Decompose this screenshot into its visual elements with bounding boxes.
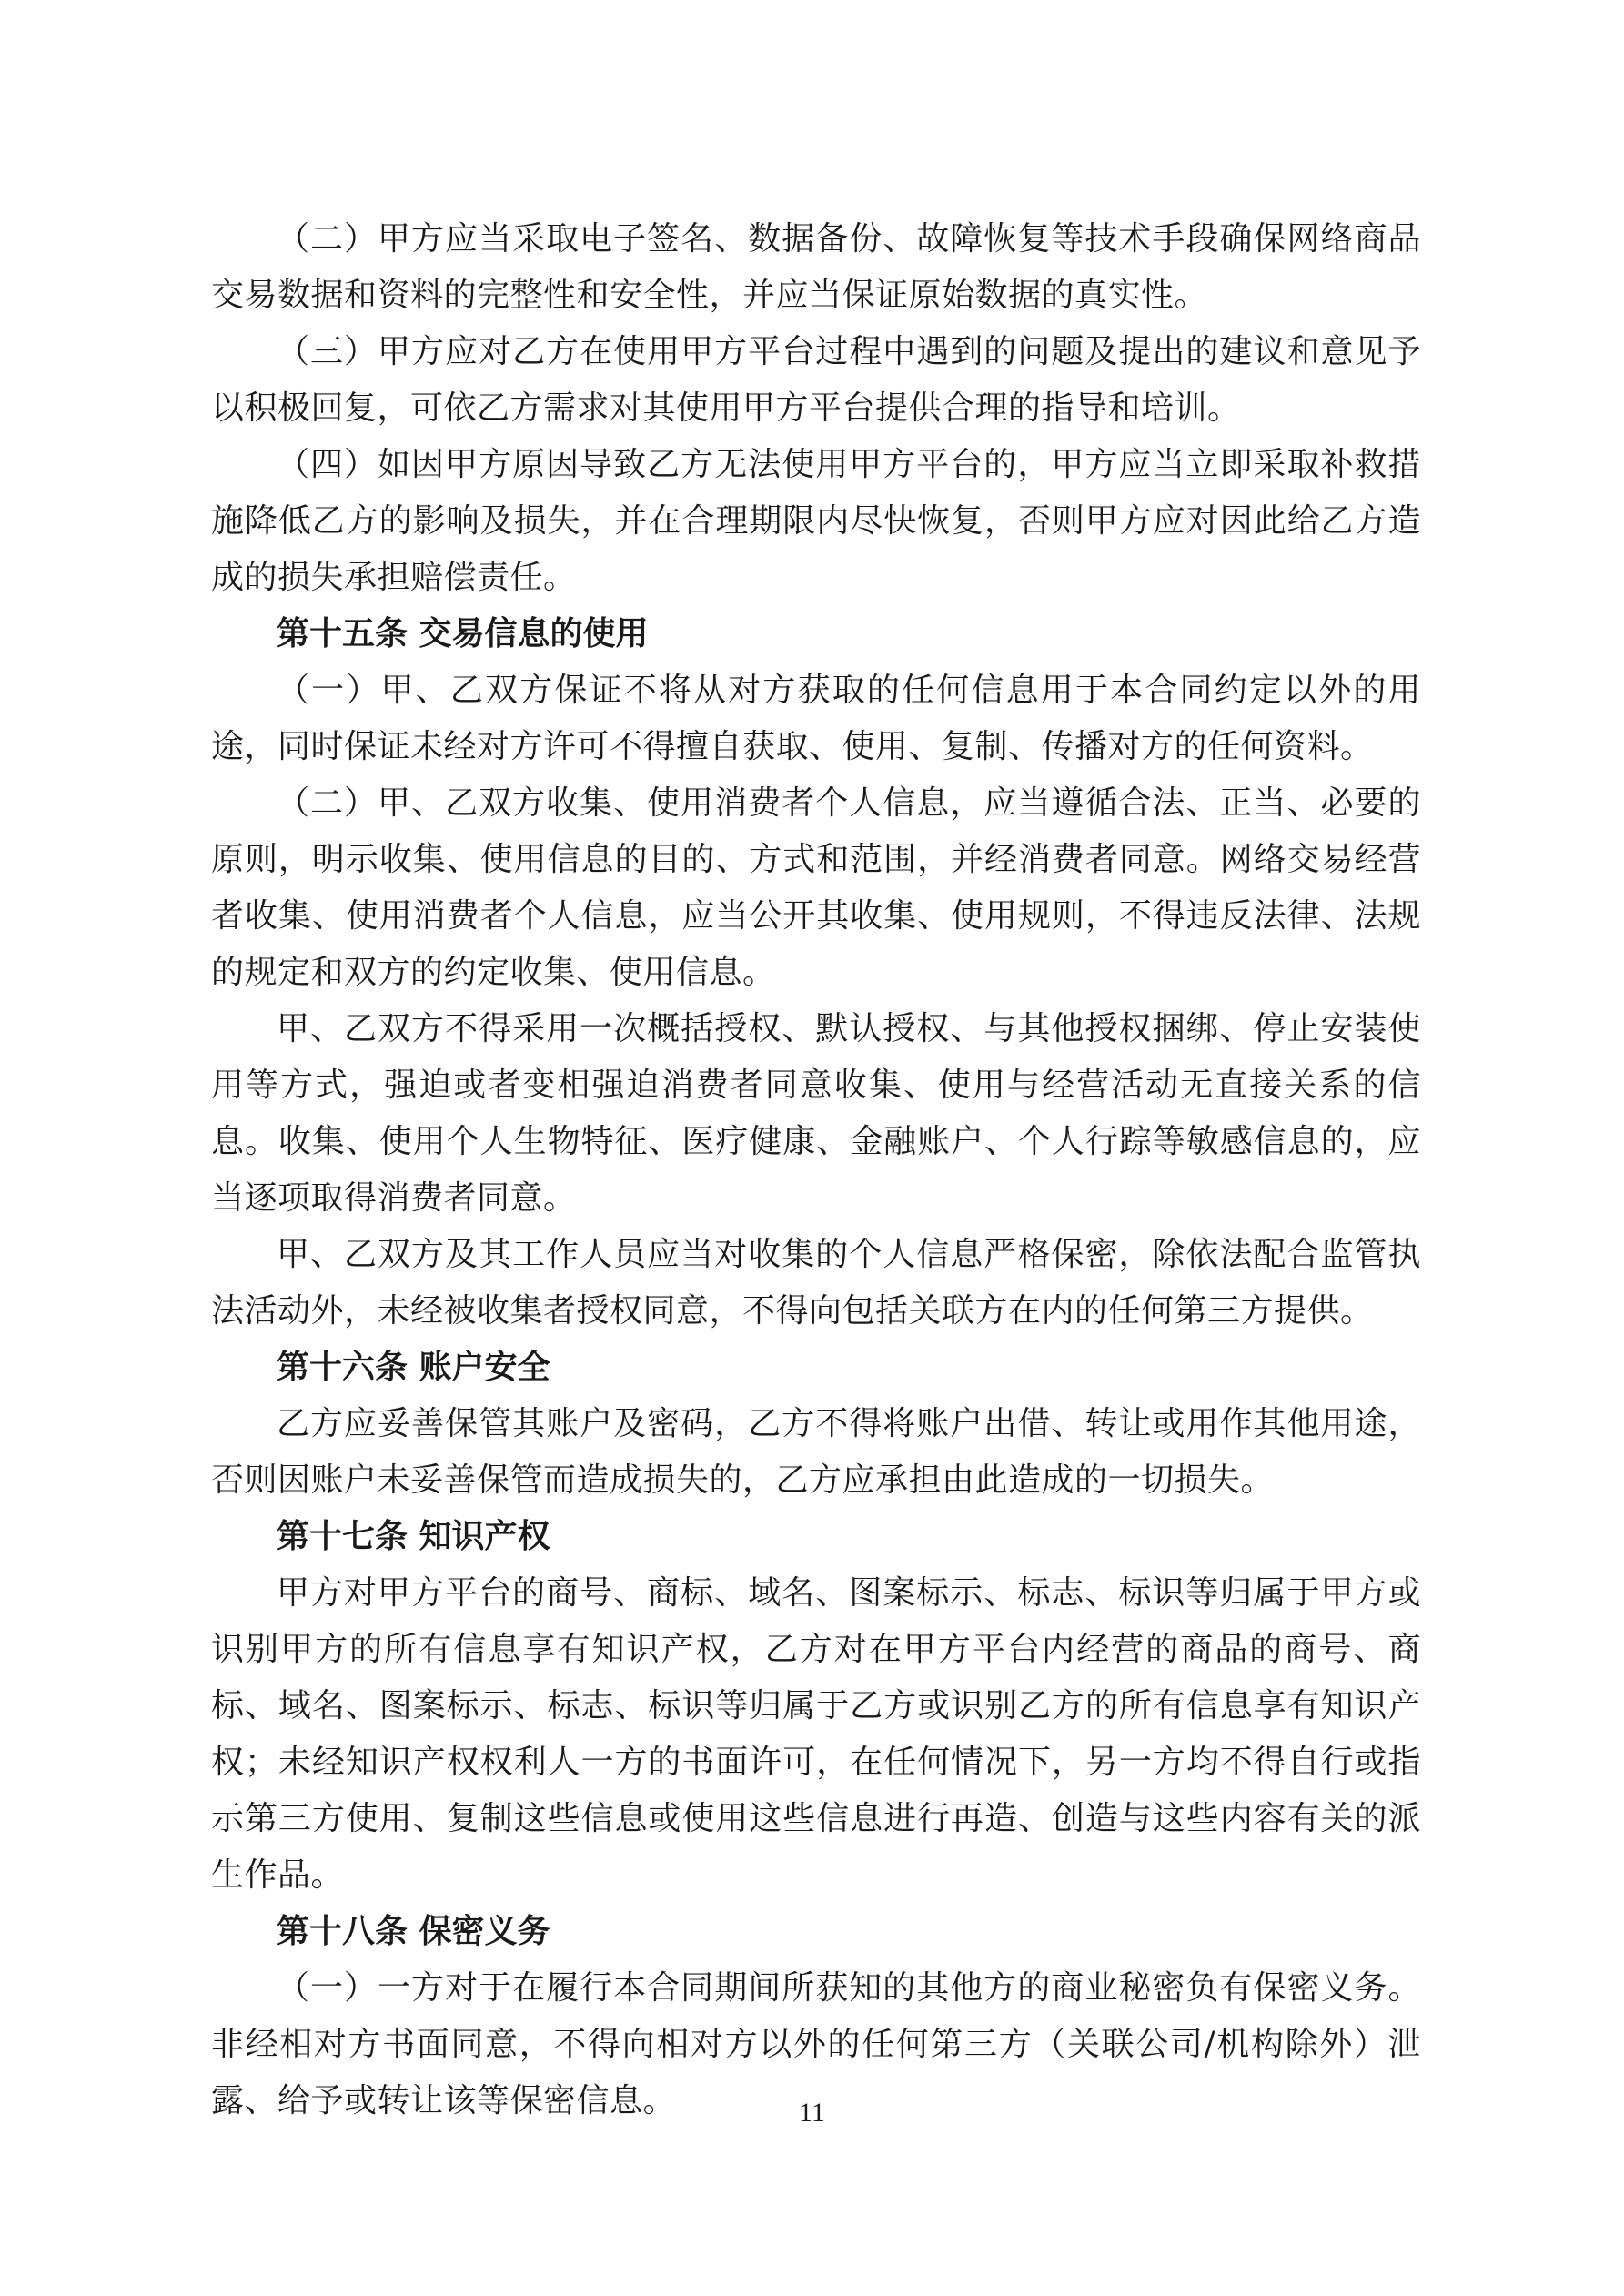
- paragraph: （三）甲方应对乙方在使用甲方平台过程中遇到的问题及提出的建议和意见予以积极回复，可依乙方需求对其使用甲方平台提供合理的指导和培训。: [211, 333, 1421, 427]
- paragraph: 甲、乙双方不得采用一次概括授权、默认授权、与其他授权捆绑、停止安装使用等方式，强迫或者变相强迫消费者同意收集、使用与经营活动无直接关系的信息。收集、使用个人生物特征、医疗健康、金融账户、个人行踪等敏感信息的，应当逐项取得消费者同意。: [211, 1010, 1421, 1217]
- article-heading: 第十七条 知识产权: [277, 1518, 550, 1555]
- paragraph: （四）如因甲方原因导致乙方无法使用甲方平台的，甲方应当立即采取补救措施降低乙方的影响及损失，并在合理期限内尽快恢复，否则甲方应对因此给乙方造成的损失承担赔偿责任。: [211, 446, 1421, 596]
- paragraph: 甲方对甲方平台的商号、商标、域名、图案标示、标志、标识等归属于甲方或识别甲方的所有信息享有知识产权，乙方对在甲方平台内经营的商品的商号、商标、域名、图案标示、标志、标识等归属于乙方或识别乙方的所有信息享有知识产权；未经知识产权权利人一方的书面许可，在任何情况下，另一方均不得自行或指示第三方使用、复制这些信息或使用这些信息进行再造、创造与这些内容有关的派生作品。: [211, 1574, 1421, 1894]
- document-page: [211, 211, 1421, 2129]
- page-number: 11: [799, 2098, 825, 2128]
- paragraph: （二）甲、乙双方收集、使用消费者个人信息，应当遵循合法、正当、必要的原则，明示收集、使用信息的目的、方式和范围，并经消费者同意。网络交易经营者收集、使用消费者个人信息，应当公开其收集、使用规则，不得违反法律、法规的规定和双方的约定收集、使用信息。: [211, 784, 1421, 991]
- paragraph: （一）一方对于在履行本合同期间所获知的其他方的商业秘密负有保密义务。非经相对方书面同意，不得向相对方以外的任何第三方（关联公司/机构除外）泄露、给予或转让该等保密信息。: [211, 1969, 1421, 2119]
- paragraph: （二）甲方应当采取电子签名、数据备份、故障恢复等技术手段确保网络商品交易数据和资料的完整性和安全性，并应当保证原始数据的真实性。: [211, 220, 1421, 314]
- article-heading: 第十六条 账户安全: [277, 1349, 550, 1386]
- paragraph: 乙方应妥善保管其账户及密码，乙方不得将账户出借、转让或用作其他用途，否则因账户未妥善保管而造成损失的，乙方应承担由此造成的一切损失。: [211, 1405, 1421, 1499]
- paragraph: （一）甲、乙双方保证不将从对方获取的任何信息用于本合同约定以外的用途，同时保证未经对方许可不得擅自获取、使用、复制、传播对方的任何资料。: [211, 672, 1421, 765]
- article-heading: 第十八条 保密义务: [277, 1913, 550, 1950]
- paragraph: 甲、乙双方及其工作人员应当对收集的个人信息严格保密，除依法配合监管执法活动外，未经被收集者授权同意，不得向包括关联方在内的任何第三方提供。: [211, 1236, 1421, 1330]
- article-heading: 第十五条 交易信息的使用: [277, 615, 649, 652]
